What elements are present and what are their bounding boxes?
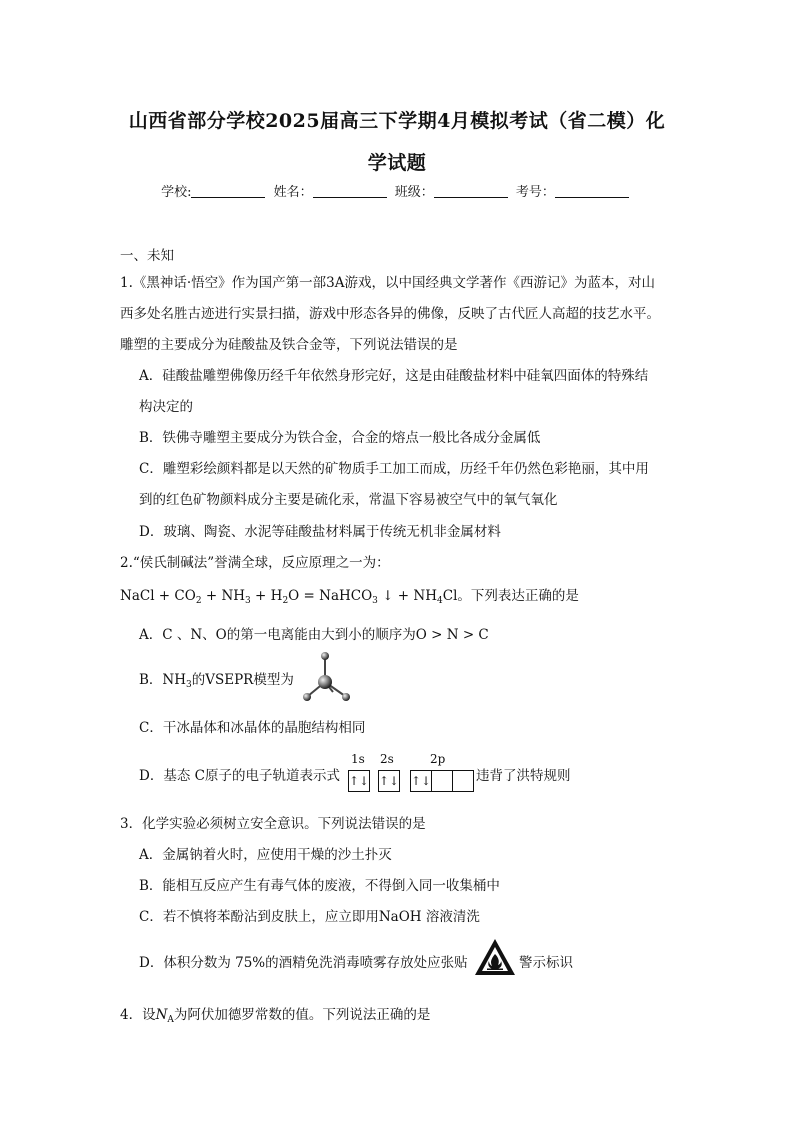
- q4-text-pre: 4．设: [120, 1007, 156, 1023]
- orbital-box-2p-3: [452, 770, 474, 792]
- q4-variable: N: [155, 1007, 168, 1023]
- orbital-label-1s: 1s: [351, 752, 365, 766]
- orbital-label-2p: 2p: [430, 752, 446, 766]
- q2-option-c: C．干冰晶体和冰晶体的晶胞结构相同: [139, 720, 366, 736]
- eq-part: NaCl + CO: [120, 588, 196, 604]
- name-blank: [313, 185, 387, 198]
- eq-part: O = NaHCO: [288, 588, 373, 604]
- eq-sub: 3: [372, 596, 378, 606]
- q2-option-a: A．C 、N、O的第一电离能由大到小的顺序为O > N > C: [139, 627, 489, 643]
- q4-stem: [120, 1003, 430, 1025]
- title-line-1: 山西省部分学校2025届高三下学期4月模拟考试（省二模）化: [128, 110, 666, 132]
- q3-option-c: C．若不慎将苯酚沾到皮肤上，应立即用NaOH 溶液清洗: [139, 909, 480, 925]
- section-heading: 一、未知: [120, 248, 174, 264]
- class-blank: [434, 185, 508, 198]
- q2-option-d-pre: D．基态 C原子的电子轨道表示式: [139, 768, 340, 784]
- orbital-box-2p-1: ↑↓: [410, 770, 432, 792]
- vsepr-tetrahedral-model-icon: [298, 649, 358, 707]
- q3-option-d-pre: D．体积分数为 75%的酒精免洗消毒喷雾存放处应张贴: [139, 955, 468, 971]
- exam-number-label: 考号：: [515, 185, 555, 200]
- q1-stem-line-2: 西多处名胜古迹进行实景扫描，游戏中形态各异的佛像，反映了古代匠人高超的技艺水平。: [120, 306, 660, 322]
- q2-b-sub: 3: [186, 680, 192, 690]
- eq-part: Cl: [442, 588, 458, 604]
- q2-equation: [120, 584, 579, 606]
- q4-variable-sub: A: [167, 1015, 174, 1025]
- class-label: 班级：: [394, 185, 434, 200]
- orbital-label-2s: 2s: [380, 752, 394, 766]
- q3-option-a: A．金属钠着火时，应使用干燥的沙土扑灭: [139, 847, 392, 863]
- q1-stem-line-1: 1.《黑神话·悟空》作为国产第一部3A游戏，以中国经典文学著作《西游记》为蓝本，对山: [120, 275, 656, 291]
- q2-b-text: B．NH: [139, 672, 187, 688]
- q2-stem: 2.“侯氏制碱法”誉满全球，反应原理之一为：: [120, 555, 390, 571]
- name-label: 姓名：: [273, 185, 313, 200]
- orbital-diagram: [348, 752, 474, 792]
- eq-sub: 4: [437, 596, 443, 606]
- q1-option-a-line-2: 构决定的: [139, 399, 193, 415]
- q3-stem: 3．化学实验必须树立安全意识。下列说法错误的是: [120, 816, 426, 832]
- eq-part: + NH: [201, 588, 246, 604]
- student-info-row: [0, 181, 794, 200]
- eq-part: ↓ + NH: [377, 588, 437, 604]
- eq-tail: 。下列表达正确的是: [457, 588, 579, 604]
- eq-part: + H: [250, 588, 283, 604]
- q1-option-c-line-2: 到的红色矿物颜料成分主要是硫化汞，常温下容易被空气中的氧气氧化: [139, 492, 558, 508]
- orbital-box-2p-2: [431, 770, 453, 792]
- q1-option-b: B．铁佛寺雕塑主要成分为铁合金，合金的熔点一般比各成分金属低: [139, 430, 541, 446]
- q1-option-c-line-1: C．雕塑彩绘颜料都是以天然的矿物质手工加工而成，历经千年仍然色彩艳丽，其中用: [139, 461, 649, 477]
- orbital-box-1s: ↑↓: [348, 770, 370, 792]
- q2-option-b: [139, 668, 294, 690]
- q3-option-b: B．能相互反应产生有毒气体的废液，不得倒入同一收集桶中: [139, 878, 500, 894]
- flammable-warning-icon: [473, 937, 517, 977]
- eq-sub: 3: [245, 596, 251, 606]
- eq-sub: 2: [282, 596, 289, 606]
- school-label: 学校:: [161, 185, 192, 200]
- q1-stem-line-3: 雕塑的主要成分为硅酸盐及铁合金等，下列说法错误的是: [120, 337, 458, 353]
- q1-option-a-line-1: A．硅酸盐雕塑佛像历经千年依然身形完好，这是由硅酸盐材料中硅氧四面体的特殊结: [139, 368, 649, 384]
- q1-option-d: D．玻璃、陶瓷、水泥等硅酸盐材料属于传统无机非金属材料: [139, 524, 501, 540]
- title-line-2: 学试题: [367, 152, 427, 174]
- q4-text-post: 为阿伏加德罗常数的值。下列说法正确的是: [173, 1007, 431, 1023]
- q3-option-d-post: 警示标识: [519, 955, 573, 971]
- q2-option-d-post: 违背了洪特规则: [476, 768, 571, 784]
- orbital-box-2s: ↑↓: [378, 770, 400, 792]
- exam-number-blank: [555, 185, 629, 198]
- q2-b-text-post: 的VSEPR模型为: [191, 672, 294, 688]
- eq-sub: 2: [195, 596, 202, 606]
- school-blank: [191, 185, 265, 198]
